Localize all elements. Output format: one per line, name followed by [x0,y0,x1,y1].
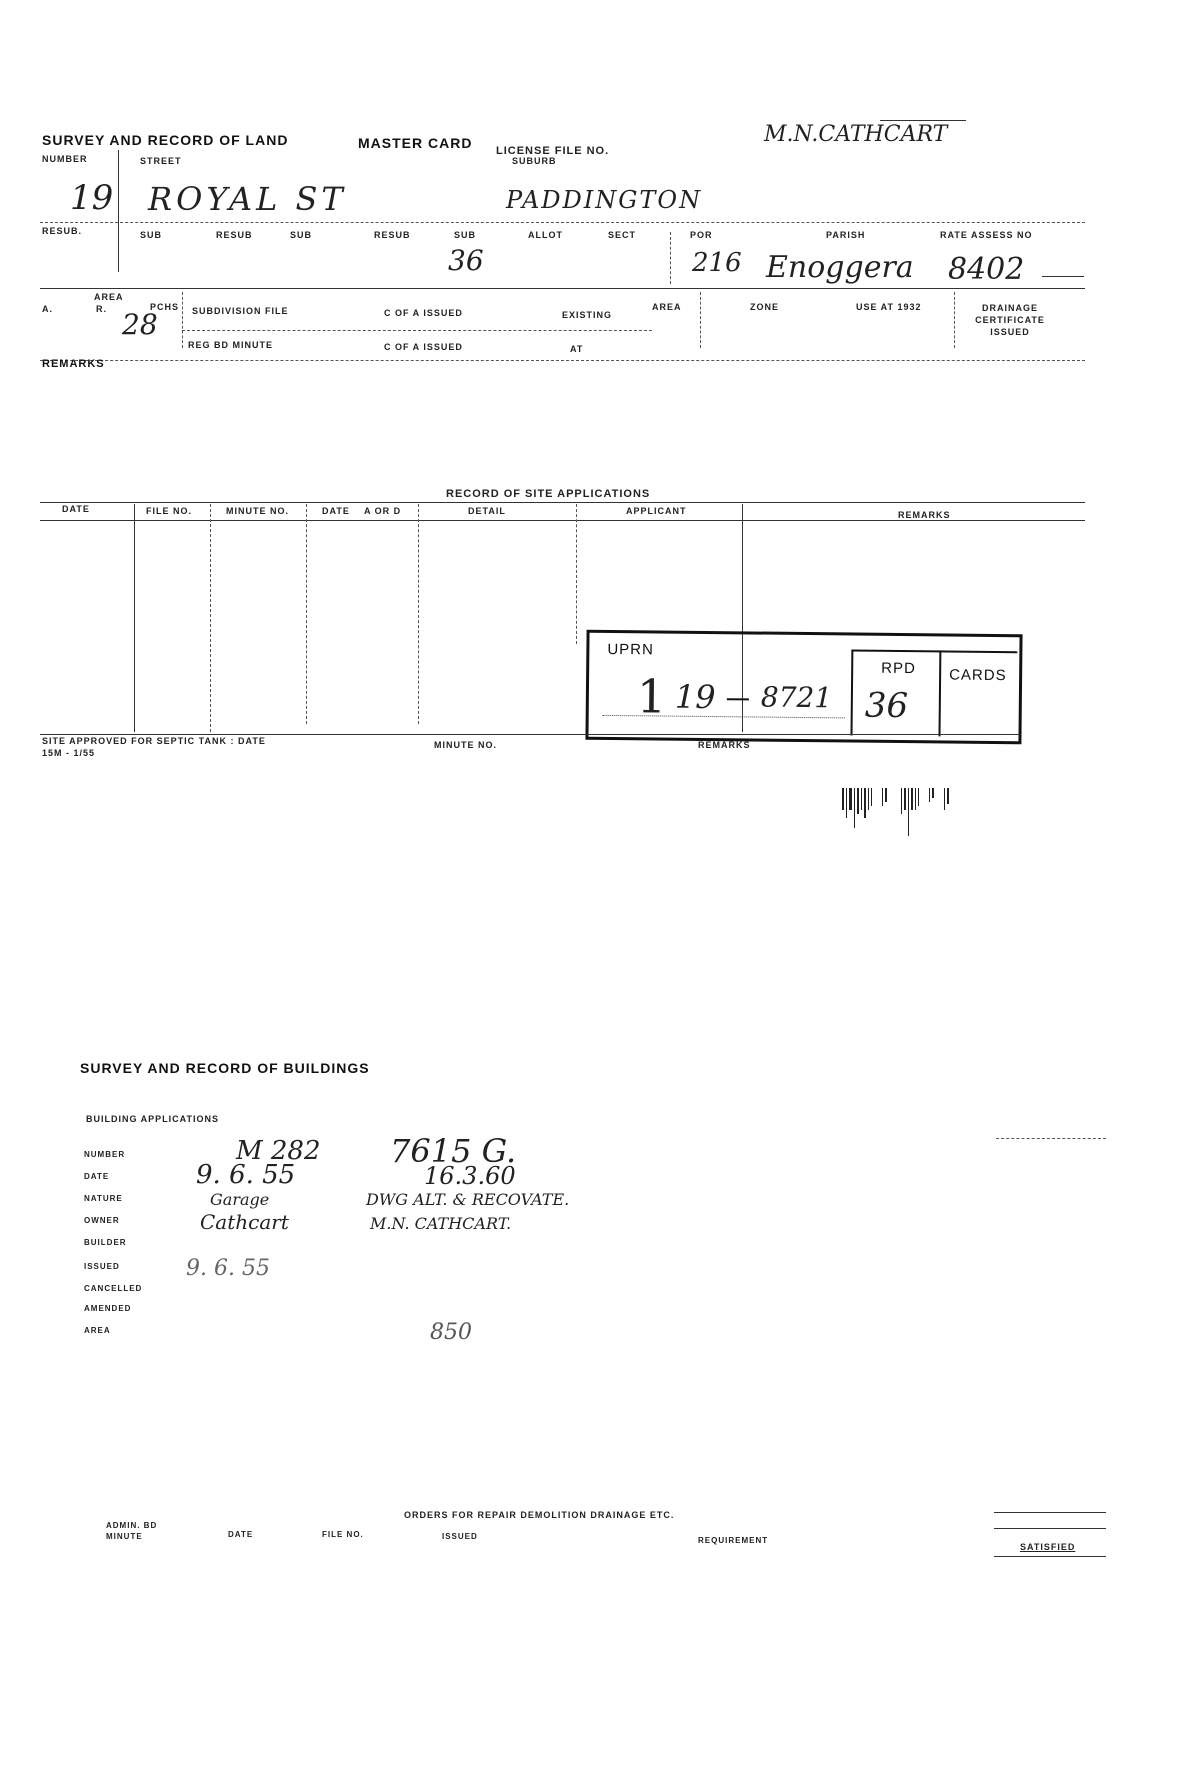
suburb-value: PADDINGTON [506,186,703,214]
orders-bottom-rule [994,1556,1106,1557]
number-value: 19 [70,178,114,218]
row-label-builder: BUILDER [84,1238,127,1247]
row-label-area: AREA [84,1326,111,1335]
area-label: AREA [94,292,124,302]
site-table-bottom-rule [40,734,1020,735]
col-divider-2 [210,504,211,732]
number-divider [118,150,119,272]
license-file-label: LICENSE FILE NO. [496,145,610,157]
rpd-value: 36 [864,685,909,727]
owner-underline [880,120,966,121]
cards-label: CARDS [949,666,1007,685]
uprn-value-2: 19 [674,677,716,717]
suburb-label: SUBURB [512,156,557,166]
por-divider [670,232,671,284]
building-applications-label: BUILDING APPLICATIONS [86,1114,219,1124]
parish-label: PARISH [826,230,866,240]
col-remarks: REMARKS [898,510,951,520]
orders-col-admin: ADMIN. BD MINUTE [106,1521,158,1541]
orders-col-satisfied: SATISFIED [1020,1542,1076,1552]
pchs-divider [182,292,183,348]
subdivision-file-label: SUBDIVISION FILE [192,306,289,316]
pchs-value: 28 [122,308,158,341]
uprn-label: UPRN [607,640,654,659]
col-divider-4 [418,504,419,724]
row-label-number: NUMBER [84,1150,126,1159]
pchs-label: PCHS [150,302,180,312]
app2-owner: M.N. CATHCART. [370,1214,512,1233]
allot-label: ALLOT [528,230,563,240]
stamp-inner-top [851,649,1017,653]
orders-col-requirement: REQUIREMENT [698,1536,769,1545]
master-card-label: MASTER CARD [358,135,473,151]
r-label: R. [96,304,107,314]
barcode [842,788,951,828]
row-label-amended: AMENDED [84,1304,132,1313]
col-date: DATE [62,504,90,514]
buildings-card-title: SURVEY AND RECORD OF BUILDINGS [80,1060,370,1076]
septic-remarks-label: REMARKS [698,740,751,750]
existing-label: EXISTING [562,310,613,320]
sub-value: 36 [448,244,484,277]
uprn-value-3: 8721 [760,680,833,715]
area-divider [700,292,701,348]
por-value: 216 [692,248,742,278]
row3-rule [40,360,1085,361]
drainage-label: DRAINAGE CERTIFICATE ISSUED [975,303,1045,337]
col-divider-1 [134,504,135,732]
area-label-2: AREA [652,302,682,312]
c-of-a-issued-label: C OF A ISSUED [384,308,463,318]
row-label-nature: NATURE [84,1194,123,1203]
col-a-or-d: A OR D [364,506,402,516]
resub-label: RESUB. [42,226,83,236]
a-label: A. [42,304,53,314]
owner-handwritten: M.N.CATHCART [764,122,948,147]
site-table-header-rule [40,520,1085,521]
parish-value: Enoggera [766,250,914,285]
app1-date: 9. 6. 55 [196,1160,296,1190]
resub-label-2: RESUB [216,230,253,240]
resub-label-3: RESUB [374,230,411,240]
app1-nature: Garage [210,1190,270,1209]
orders-col-file: FILE NO. [322,1530,364,1539]
sect-label: SECT [608,230,637,240]
row-label-issued: ISSUED [84,1262,120,1271]
septic-minute-label: MINUTE NO. [434,740,497,750]
col-divider-5 [576,504,577,644]
por-label: POR [690,230,713,240]
rate-assess-value: 8402 [948,252,1025,287]
col-divider-3 [306,504,307,724]
row3-midrule [182,330,652,331]
stamp-divider-2 [938,650,941,736]
stamp-divider-1 [850,649,853,735]
row-label-cancelled: CANCELLED [84,1284,143,1293]
orders-col-issued: ISSUED [442,1532,478,1541]
c-of-a-issued-label-2: C OF A ISSUED [384,342,463,352]
app2-nature: DWG ALT. & RECOVATE. [366,1190,570,1209]
orders-right-rule-2 [994,1528,1106,1529]
col-minute-no: MINUTE NO. [226,506,289,516]
orders-title: ORDERS FOR REPAIR DEMOLITION DRAINAGE ETC. [404,1510,675,1520]
rate-assess-dash [1042,276,1084,277]
app2-number: 7615 G. [390,1132,517,1170]
street-label: STREET [140,156,182,166]
app2-area: 850 [430,1320,472,1345]
buildings-right-rule [996,1138,1106,1139]
rate-assess-label: RATE ASSESS NO [940,230,1033,240]
app2-date: 16.3.60 [424,1162,516,1190]
sub-label-1: SUB [140,230,163,240]
sub-label-3: SUB [454,230,477,240]
app1-owner: Cathcart [200,1210,289,1234]
col-date-2: DATE [322,506,350,516]
at-label: AT [570,344,584,354]
reg-bd-minute-label: REG BD MINUTE [188,340,273,350]
street-value: ROYAL ST [148,180,347,218]
row2-rule [40,288,1085,289]
site-table-top-rule [40,502,1085,503]
col-detail: DETAIL [468,506,506,516]
orders-col-date: DATE [228,1530,254,1539]
row-label-owner: OWNER [84,1216,120,1225]
row1-rule [40,222,1085,223]
septic-tank-label: SITE APPROVED FOR SEPTIC TANK : DATE [42,736,266,746]
use-divider [954,292,955,348]
orders-right-rule-1 [994,1512,1106,1513]
col-file-no: FILE NO. [146,506,192,516]
app1-issued: 9. 6. 55 [186,1256,270,1281]
app1-number: M 282 [236,1136,321,1166]
row-label-date: DATE [84,1172,110,1181]
use-at-1932-label: USE AT 1932 [856,302,922,312]
remarks-label: REMARKS [42,358,105,370]
land-card-title: SURVEY AND RECORD OF LAND [42,132,289,148]
sub-label-2: SUB [290,230,313,240]
rpd-label: RPD [881,659,916,678]
site-applications-title: RECORD OF SITE APPLICATIONS [446,488,651,500]
uprn-dash [727,698,749,700]
uprn-stamp [585,630,1022,745]
col-applicant: APPLICANT [626,506,687,516]
number-label: NUMBER [42,154,88,164]
form-code: 15M - 1/55 [42,748,96,758]
zone-label: ZONE [750,302,780,312]
uprn-value-1: 1 [636,669,667,724]
